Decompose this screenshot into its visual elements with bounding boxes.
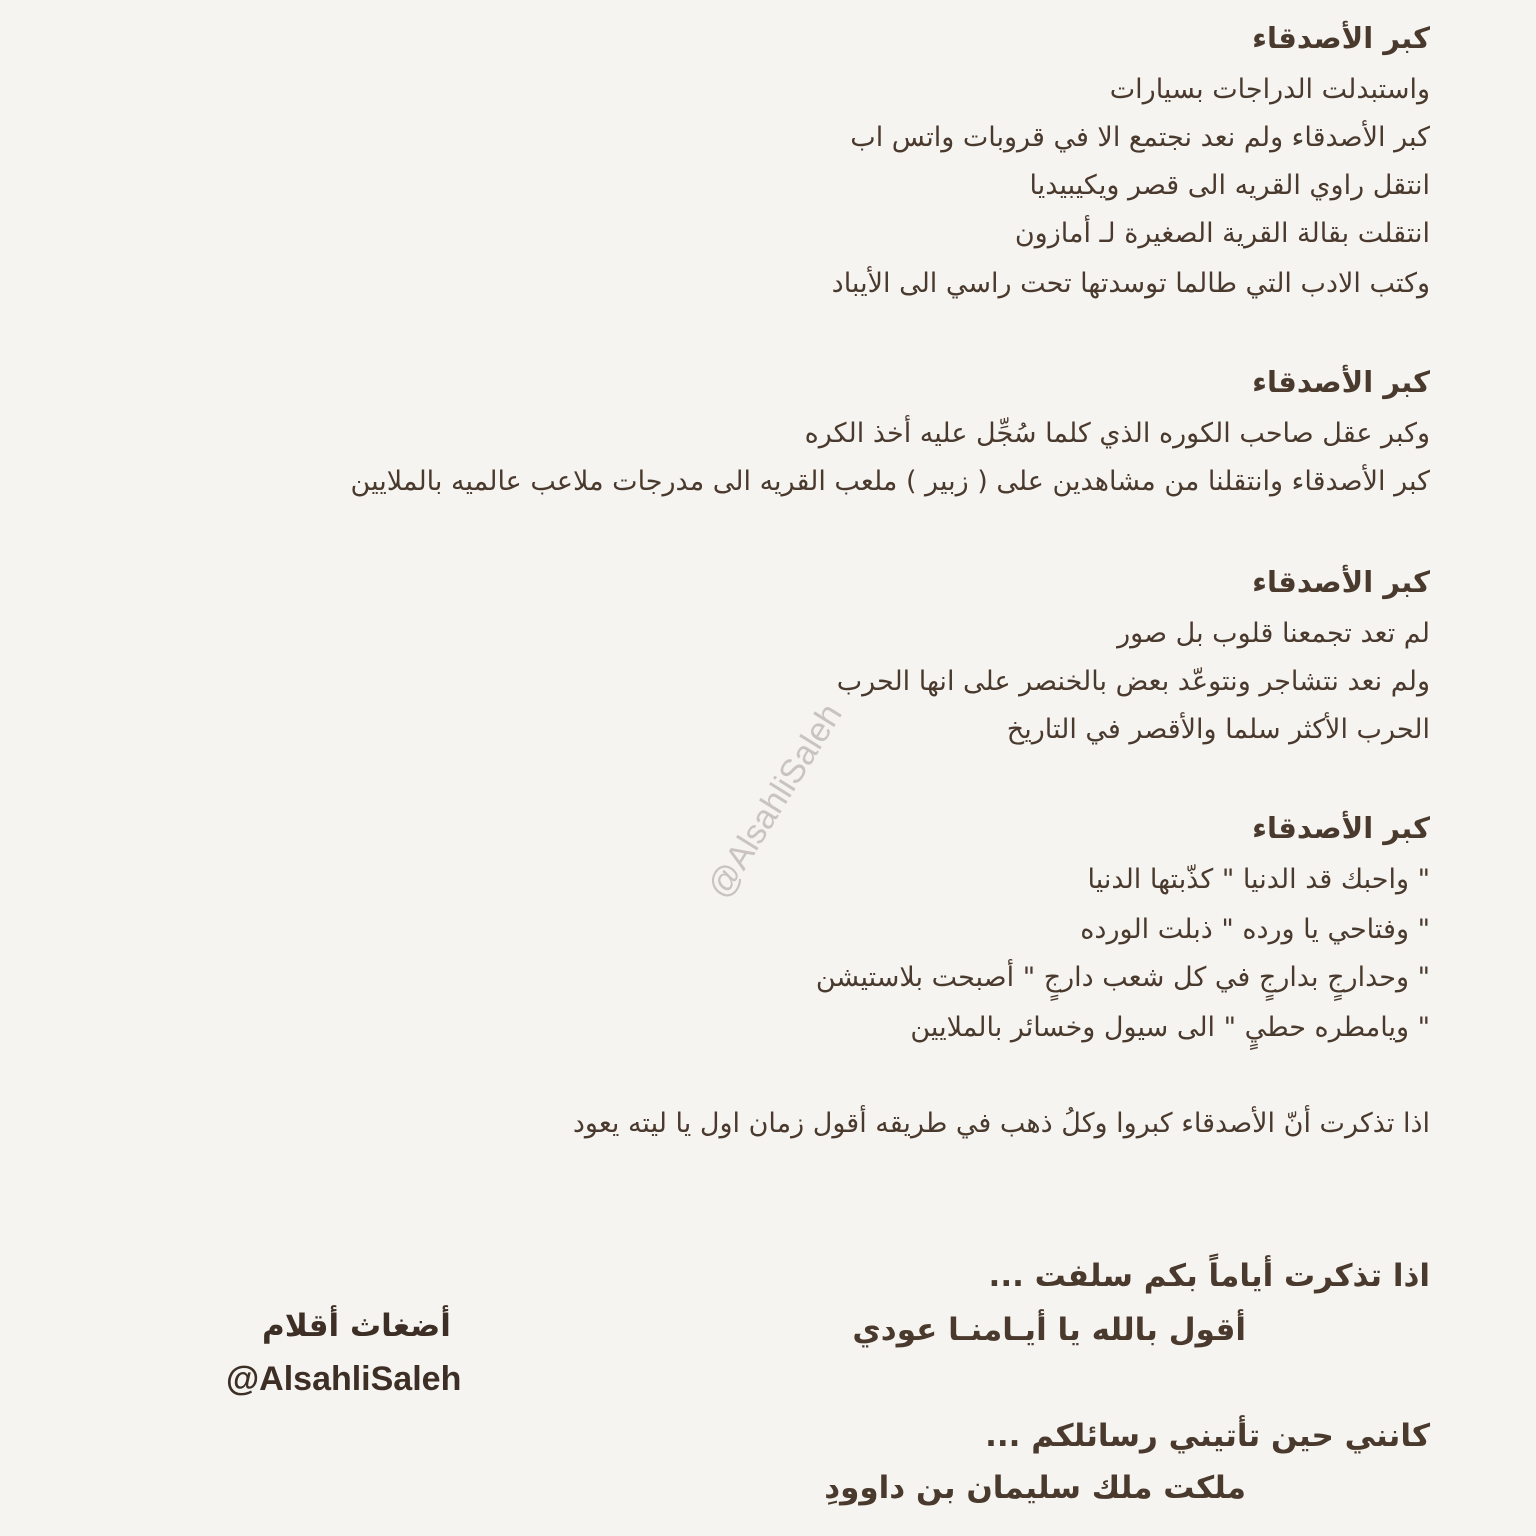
closing-line-4: ملكت ملك سليمان بن داوودِ: [824, 1470, 1246, 1506]
stanza-3-heading: كبر الأصدقاء: [1252, 565, 1430, 599]
signature-title: أضغاث أقلام: [262, 1308, 451, 1344]
stanza-4-line-3: " وحدارجٍ بدارجٍ في كل شعب دارجٍ " أصبحت بلاستيشن: [815, 962, 1430, 993]
final-line: اذا تذكرت أنّ الأصدقاء كبروا وكلُ ذهب في طريقه أقول زمان اول يا ليته يعود: [572, 1108, 1430, 1139]
closing-line-1: اذا تذكرت أياماً بكم سلفت ...: [988, 1258, 1430, 1294]
stanza-2-heading: كبر الأصدقاء: [1252, 365, 1430, 399]
stanza-4-line-4: " ويامطره حطيٍ " الى سيول وخسائر بالملايين: [910, 1012, 1430, 1043]
stanza-3-line-3: الحرب الأكثر سلما والأقصر في التاريخ: [1006, 714, 1430, 745]
stanza-1-heading: كبر الأصدقاء: [1252, 21, 1430, 55]
stanza-4-line-2: " وفتاحي يا ورده " ذبلت الورده: [1080, 914, 1430, 945]
stanza-1-line-3: انتقل راوي القريه الى قصر ويكيبيديا: [1029, 170, 1430, 201]
watermark: @AlsahliSaleh: [700, 697, 850, 906]
stanza-1-line-1: واستبدلت الدراجات بسيارات: [1109, 74, 1430, 105]
stanza-1-line-4: انتقلت بقالة القرية الصغيرة لـ أمازون: [1014, 218, 1430, 249]
stanza-1-line-5: وكتب الادب التي طالما توسدتها تحت راسي الى الأيباد: [831, 268, 1430, 299]
stanza-1-line-2: كبر الأصدقاء ولم نعد نجتمع الا في قروبات واتس اب: [850, 122, 1430, 153]
stanza-4-heading: كبر الأصدقاء: [1252, 811, 1430, 845]
stanza-3-line-1: لم تعد تجمعنا قلوب بل صور: [1117, 618, 1430, 649]
stanza-2-line-2: كبر الأصدقاء وانتقلنا من مشاهدين على ( زبير ) ملعب القريه الى مدرجات ملاعب عالميه بالملايين: [350, 466, 1430, 497]
stanza-3-line-2: ولم نعد نتشاجر ونتوعّد بعض بالخنصر على انها الحرب: [836, 666, 1430, 697]
closing-line-2: أقول بالله يا أيـامنـا عودي: [852, 1312, 1246, 1348]
stanza-2-line-1: وكبر عقل صاحب الكوره الذي كلما سُجِّل عليه أخذ الكره: [804, 418, 1430, 449]
stanza-4-line-1: " واحبك قد الدنيا " كذّبتها الدنيا: [1087, 864, 1430, 895]
closing-line-3: كانني حين تأتيني رسائلكم ...: [985, 1418, 1430, 1454]
signature-handle: @AlsahliSaleh: [226, 1360, 462, 1398]
